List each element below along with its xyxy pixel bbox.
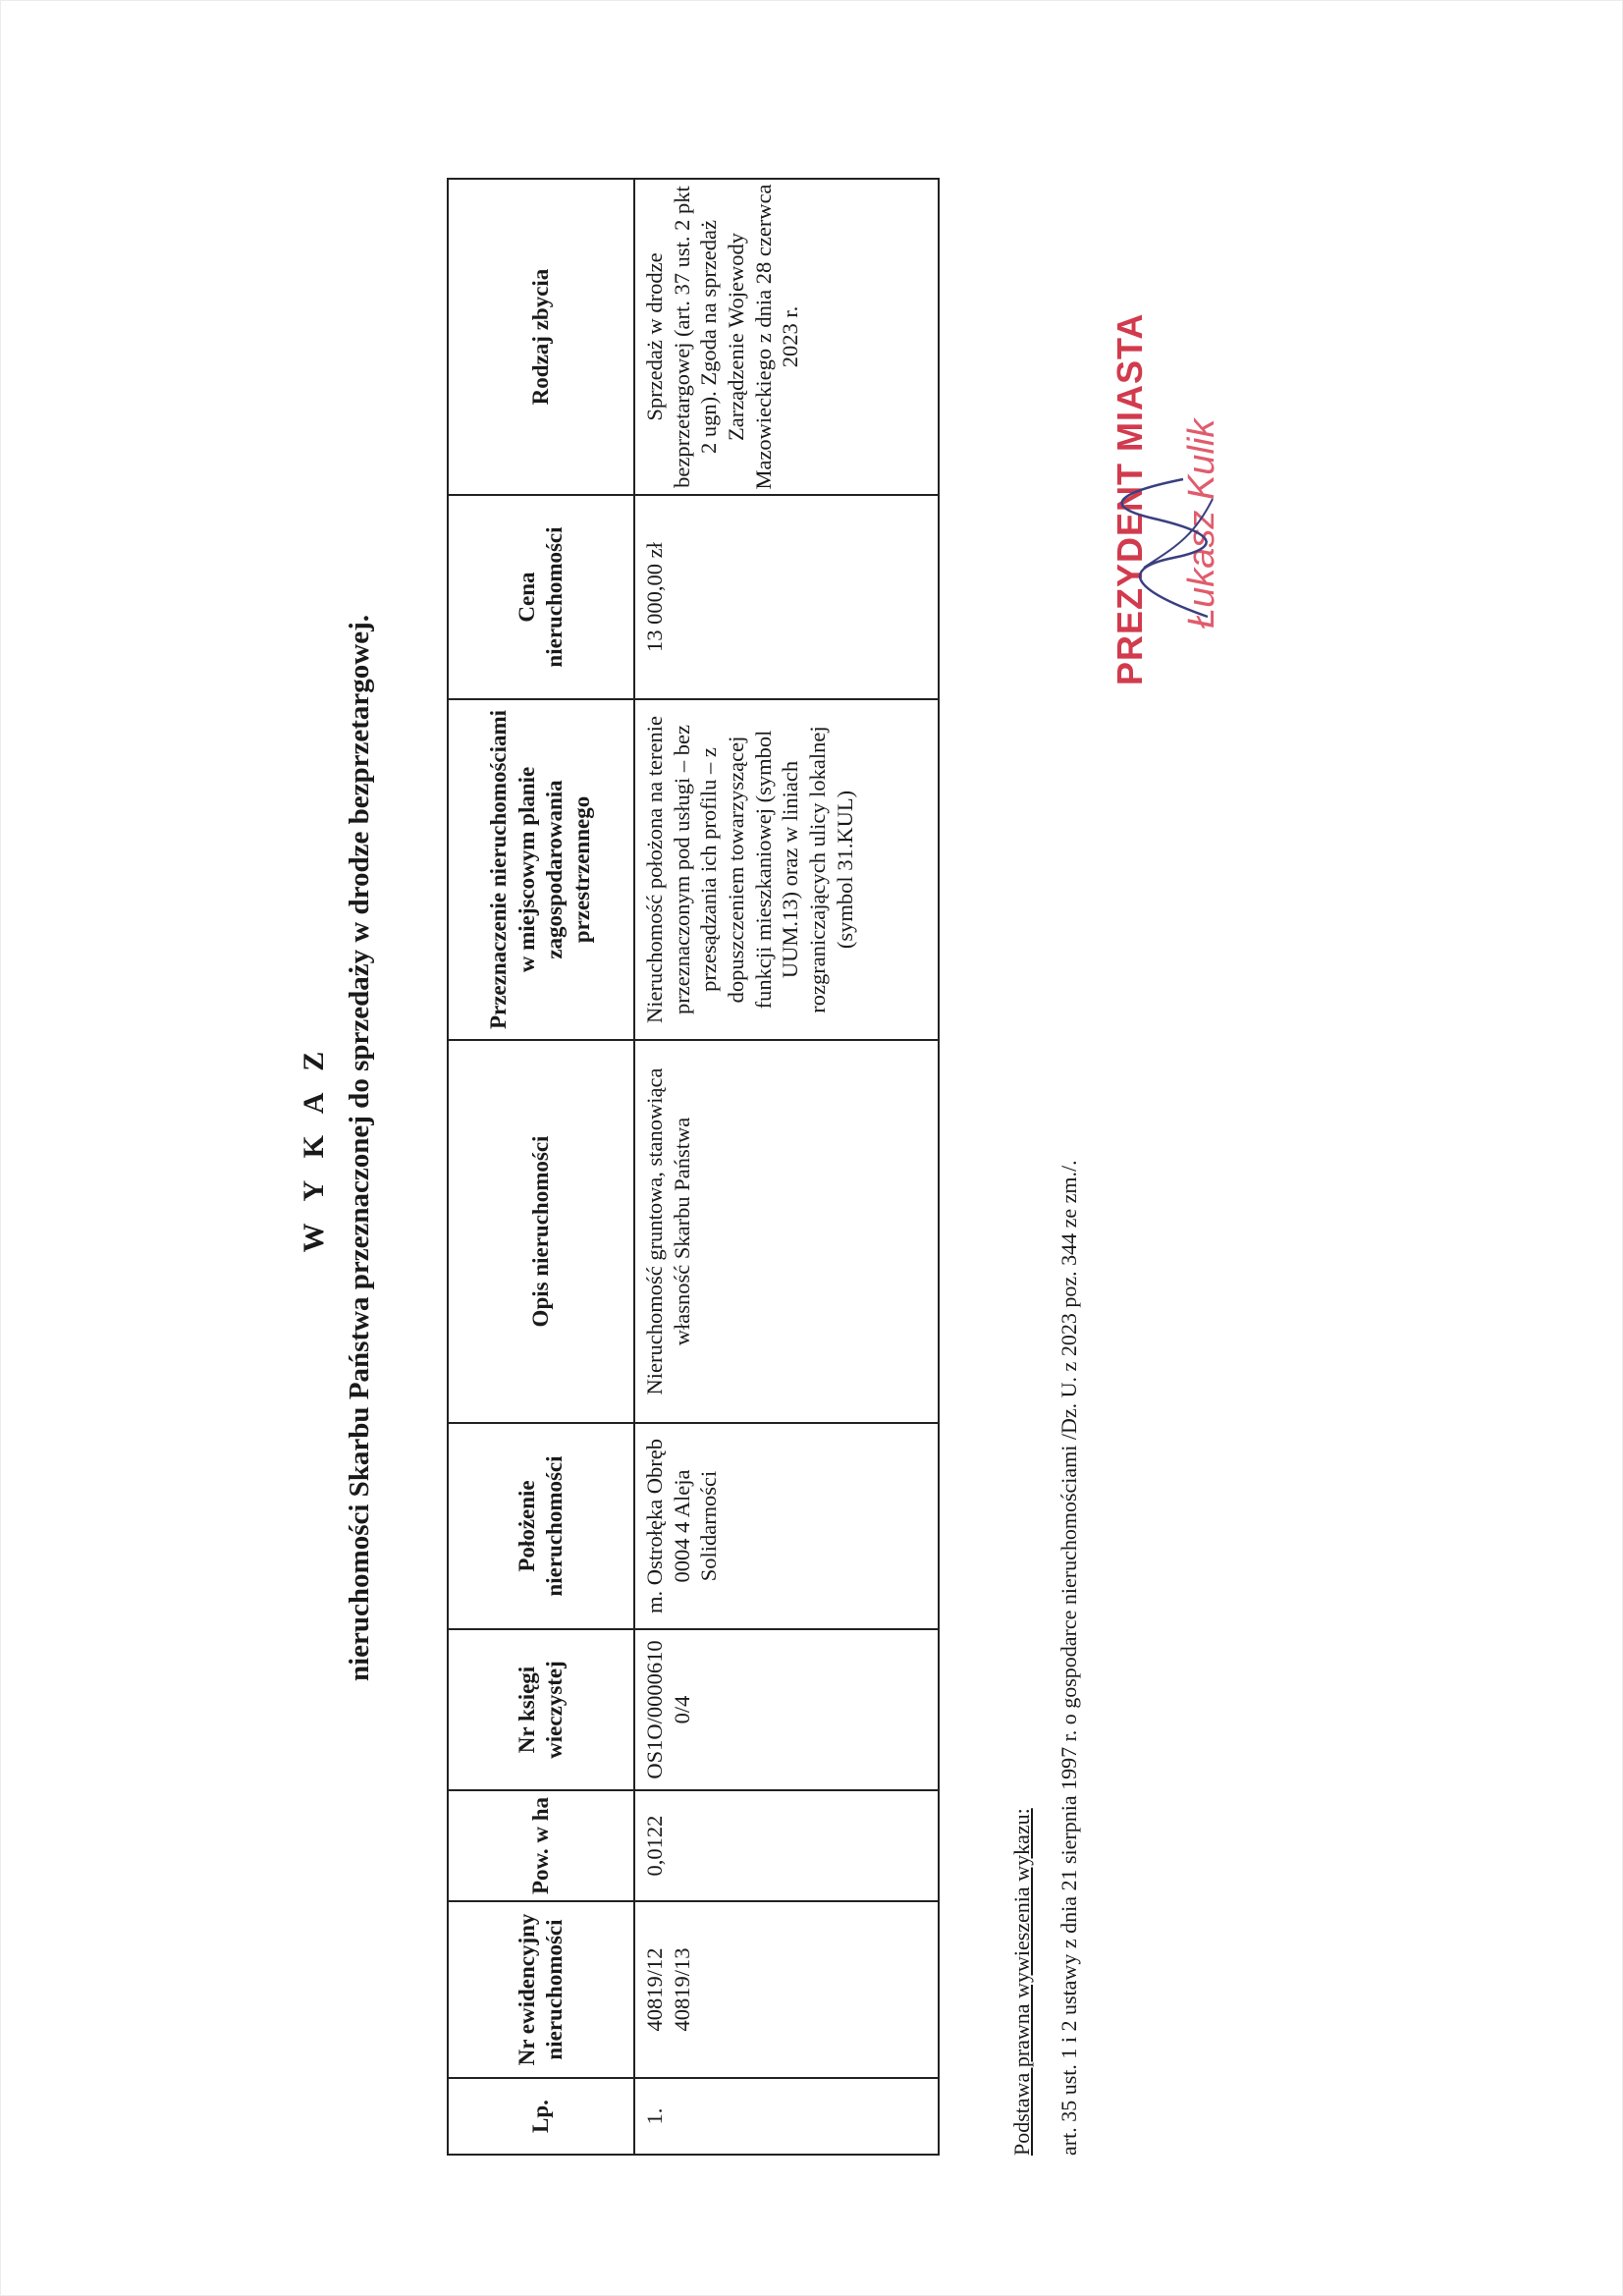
table-header-row bbox=[448, 179, 634, 2155]
cell-lp: 1. bbox=[634, 2078, 939, 2155]
header-pow: Pow. w ha bbox=[448, 1790, 634, 1901]
cell-nr-ewidencyjny: 40819/12 40819/13 bbox=[634, 1901, 939, 2078]
handwritten-signature bbox=[1114, 469, 1222, 627]
document-title: W Y K A Z bbox=[298, 1043, 330, 1253]
header-opis: Opis nieruchomości bbox=[448, 1040, 634, 1423]
header-nr-ewidencyjny: Nr ewidencyjny nieruchomości bbox=[448, 1901, 634, 2078]
header-polozenie: Położenie nieruchomości bbox=[448, 1423, 634, 1629]
cell-polozenie: m. Ostrołęka Obręb 0004 4 Aleja Solidarności bbox=[634, 1423, 939, 1629]
table-row bbox=[634, 179, 939, 2155]
official-stamp: PREZYDENT MIASTA bbox=[1109, 312, 1150, 685]
cell-opis: Nieruchomość gruntowa, stanowiąca własność Skarbu Państwa bbox=[634, 1040, 939, 1423]
legal-basis-text: art. 35 ust. 1 i 2 ustawy z dnia 21 sierpnia 1997 r. o gospodarce nieruchomościami /Dz. U. z 2023 poz. 344 ze zm./. bbox=[1056, 1160, 1081, 2156]
document-subtitle: nieruchomości Skarbu Państwa przeznaczonej do sprzedaży w drodze bezprzetargowej. bbox=[344, 615, 375, 1681]
stamp-signatory-name: Łukasz Kulik bbox=[1181, 418, 1222, 629]
header-rodzaj: Rodzaj zbycia bbox=[448, 179, 634, 495]
cell-przeznaczenie: Nieruchomość położona na terenie przeznaczonym pod usługi – bez przesądzania ich profilu – z dopuszczeniem towarzyszącej funkcji mieszkaniowej (symbol UUM.13) oraz w liniach rozgraniczających ulicy lokalnej (symbol 31.KUL) bbox=[634, 699, 939, 1040]
cell-cena: 13 000,00 zł bbox=[634, 495, 939, 699]
header-cena: Cena nieruchomości bbox=[448, 495, 634, 699]
cell-pow: 0,0122 bbox=[634, 1790, 939, 1901]
property-table bbox=[447, 178, 940, 2156]
cell-rodzaj: Sprzedaż w drodze bezprzetargowej (art. 37 ust. 2 pkt 2 ugn). Zgoda na sprzedaż Zarządzenie Wojewody Mazowieckiego z dnia 28 czerwca 2023 r. bbox=[634, 179, 939, 495]
header-lp: Lp. bbox=[448, 2078, 634, 2155]
cell-nr-ksiegi: OS1O/00006100/4 bbox=[634, 1629, 939, 1790]
header-nr-ksiegi: Nr księgi wieczystej bbox=[448, 1629, 634, 1790]
legal-basis-heading: Podstawa prawna wywieszenia wykazu: bbox=[1009, 1808, 1034, 2156]
header-przeznaczenie: Przeznaczenie nieruchomościami w miejscowym planie zagospodarowania przestrzennego bbox=[448, 699, 634, 1040]
